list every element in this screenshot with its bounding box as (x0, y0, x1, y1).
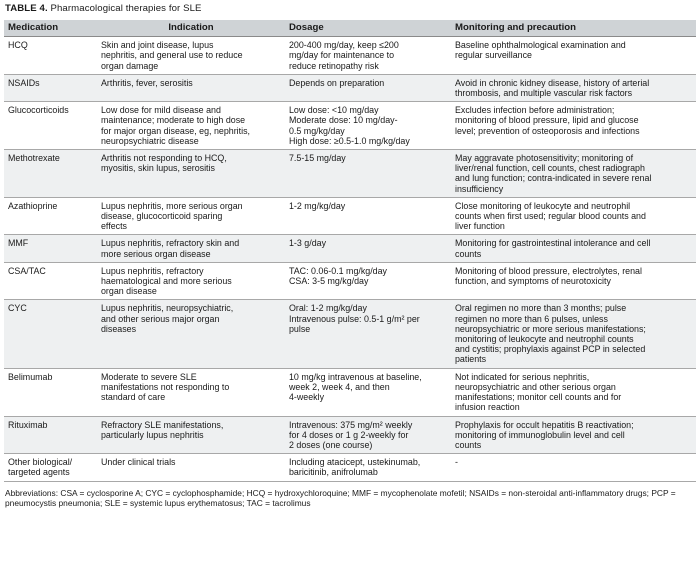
pharmacological-therapies-table (4, 20, 696, 482)
cell-medication: Azathioprine (4, 197, 97, 235)
cell-monitoring: - (451, 454, 696, 481)
cell-dosage: 10 mg/kg intravenous at baseline, week 2, week 4, and then 4-weekly (285, 368, 451, 416)
cell-indication: Under clinical trials (97, 454, 285, 481)
table-row (4, 368, 696, 416)
cell-dosage: Including atacicept, ustekinumab, baricitinib, anifrolumab (285, 454, 451, 481)
cell-indication: Lupus nephritis, refractory haematological and more serious organ disease (97, 262, 285, 300)
cell-dosage: Depends on preparation (285, 74, 451, 101)
table-row (4, 454, 696, 481)
cell-indication: Skin and joint disease, lupus nephritis, and general use to reduce organ damage (97, 37, 285, 75)
cell-monitoring: Baseline ophthalmological examination and regular surveillance (451, 37, 696, 75)
cell-monitoring: Oral regimen no more than 3 months; pulse regimen no more than 6 pulses, unless neuropsychiatric or more serious manifestations; monitoring of leukocyte and neutrophil counts and cystitis; prophylaxis against PCP in selected patients (451, 300, 696, 368)
cell-medication: Other biological/ targeted agents (4, 454, 97, 481)
table-title (5, 3, 696, 15)
cell-medication: CYC (4, 300, 97, 368)
cell-medication: CSA/TAC (4, 262, 97, 300)
table-row (4, 102, 696, 150)
header-indication: Indication (97, 20, 285, 37)
cell-monitoring: Close monitoring of leukocyte and neutrophil counts when first used; regular blood counts and liver function (451, 197, 696, 235)
cell-indication: Low dose for mild disease and maintenance; moderate to high dose for major organ disease, eg, nephritis, neuropsychiatric disease (97, 102, 285, 150)
cell-indication: Lupus nephritis, more serious organ disease, glucocorticoid sparing effects (97, 197, 285, 235)
cell-medication: Methotrexate (4, 150, 97, 198)
cell-dosage: Oral: 1-2 mg/kg/day Intravenous pulse: 0.5-1 g/m² per pulse (285, 300, 451, 368)
cell-dosage: Low dose: <10 mg/day Moderate dose: 10 mg/day- 0.5 mg/kg/day High dose: ≥0.5-1.0 mg/kg/day (285, 102, 451, 150)
cell-dosage: 1-2 mg/kg/day (285, 197, 451, 235)
cell-indication: Arthritis, fever, serositis (97, 74, 285, 101)
table-title-label: TABLE 4. (5, 3, 48, 14)
header-monitoring: Monitoring and precaution (451, 20, 696, 37)
cell-monitoring: Excludes infection before administration; monitoring of blood pressure, lipid and glucose level; prevention of osteoporosis and infections (451, 102, 696, 150)
table-row (4, 416, 696, 454)
cell-monitoring: Prophylaxis for occult hepatitis B reactivation; monitoring of immunoglobulin level and cell counts (451, 416, 696, 454)
table-row (4, 197, 696, 235)
table-row (4, 74, 696, 101)
header-medication: Medication (4, 20, 97, 37)
cell-monitoring: Monitoring of blood pressure, electrolytes, renal function, and symptoms of neurotoxicity (451, 262, 696, 300)
cell-dosage: 200-400 mg/day, keep ≤200 mg/day for maintenance to reduce retinopathy risk (285, 37, 451, 75)
cell-medication: Rituximab (4, 416, 97, 454)
cell-medication: Glucocorticoids (4, 102, 97, 150)
cell-monitoring: May aggravate photosensitivity; monitoring of liver/renal function, cell counts, chest radiograph and lung function; contra-indicated in severe renal insufficiency (451, 150, 696, 198)
cell-monitoring: Avoid in chronic kidney disease, history of arterial thrombosis, and multiple vascular risk factors (451, 74, 696, 101)
cell-dosage: 7.5-15 mg/day (285, 150, 451, 198)
cell-medication: NSAIDs (4, 74, 97, 101)
cell-indication: Arthritis not responding to HCQ, myositis, skin lupus, serositis (97, 150, 285, 198)
table-row (4, 150, 696, 198)
cell-monitoring: Monitoring for gastrointestinal intolerance and cell counts (451, 235, 696, 262)
cell-indication: Refractory SLE manifestations, particularly lupus nephritis (97, 416, 285, 454)
table-row (4, 37, 696, 75)
table-row (4, 235, 696, 262)
table-title-text: Pharmacological therapies for SLE (50, 3, 202, 14)
cell-dosage: TAC: 0.06-0.1 mg/kg/day CSA: 3-5 mg/kg/day (285, 262, 451, 300)
header-dosage: Dosage (285, 20, 451, 37)
cell-dosage: Intravenous: 375 mg/m² weekly for 4 doses or 1 g 2-weekly for 2 doses (one course) (285, 416, 451, 454)
cell-monitoring: Not indicated for serious nephritis, neuropsychiatric and other serious organ manifestations; monitor cell counts and for infusion reaction (451, 368, 696, 416)
table-row (4, 300, 696, 368)
table-header-row (4, 20, 696, 37)
cell-medication: HCQ (4, 37, 97, 75)
cell-medication: Belimumab (4, 368, 97, 416)
cell-indication: Moderate to severe SLE manifestations not responding to standard of care (97, 368, 285, 416)
table-row (4, 262, 696, 300)
cell-dosage: 1-3 g/day (285, 235, 451, 262)
cell-indication: Lupus nephritis, neuropsychiatric, and other serious major organ diseases (97, 300, 285, 368)
abbreviations-footnote: Abbreviations: CSA = cyclosporine A; CYC = cyclophosphamide; HCQ = hydroxychloroquine; MMF = mycophenolate mofetil; NSAIDs = non-steroidal anti-inflammatory drugs; PCP = pneumocystis pneumonia; SLE = systemic lupus erythematosus; TAC = tacrolimus (5, 487, 676, 508)
cell-indication: Lupus nephritis, refractory skin and more serious organ disease (97, 235, 285, 262)
cell-medication: MMF (4, 235, 97, 262)
